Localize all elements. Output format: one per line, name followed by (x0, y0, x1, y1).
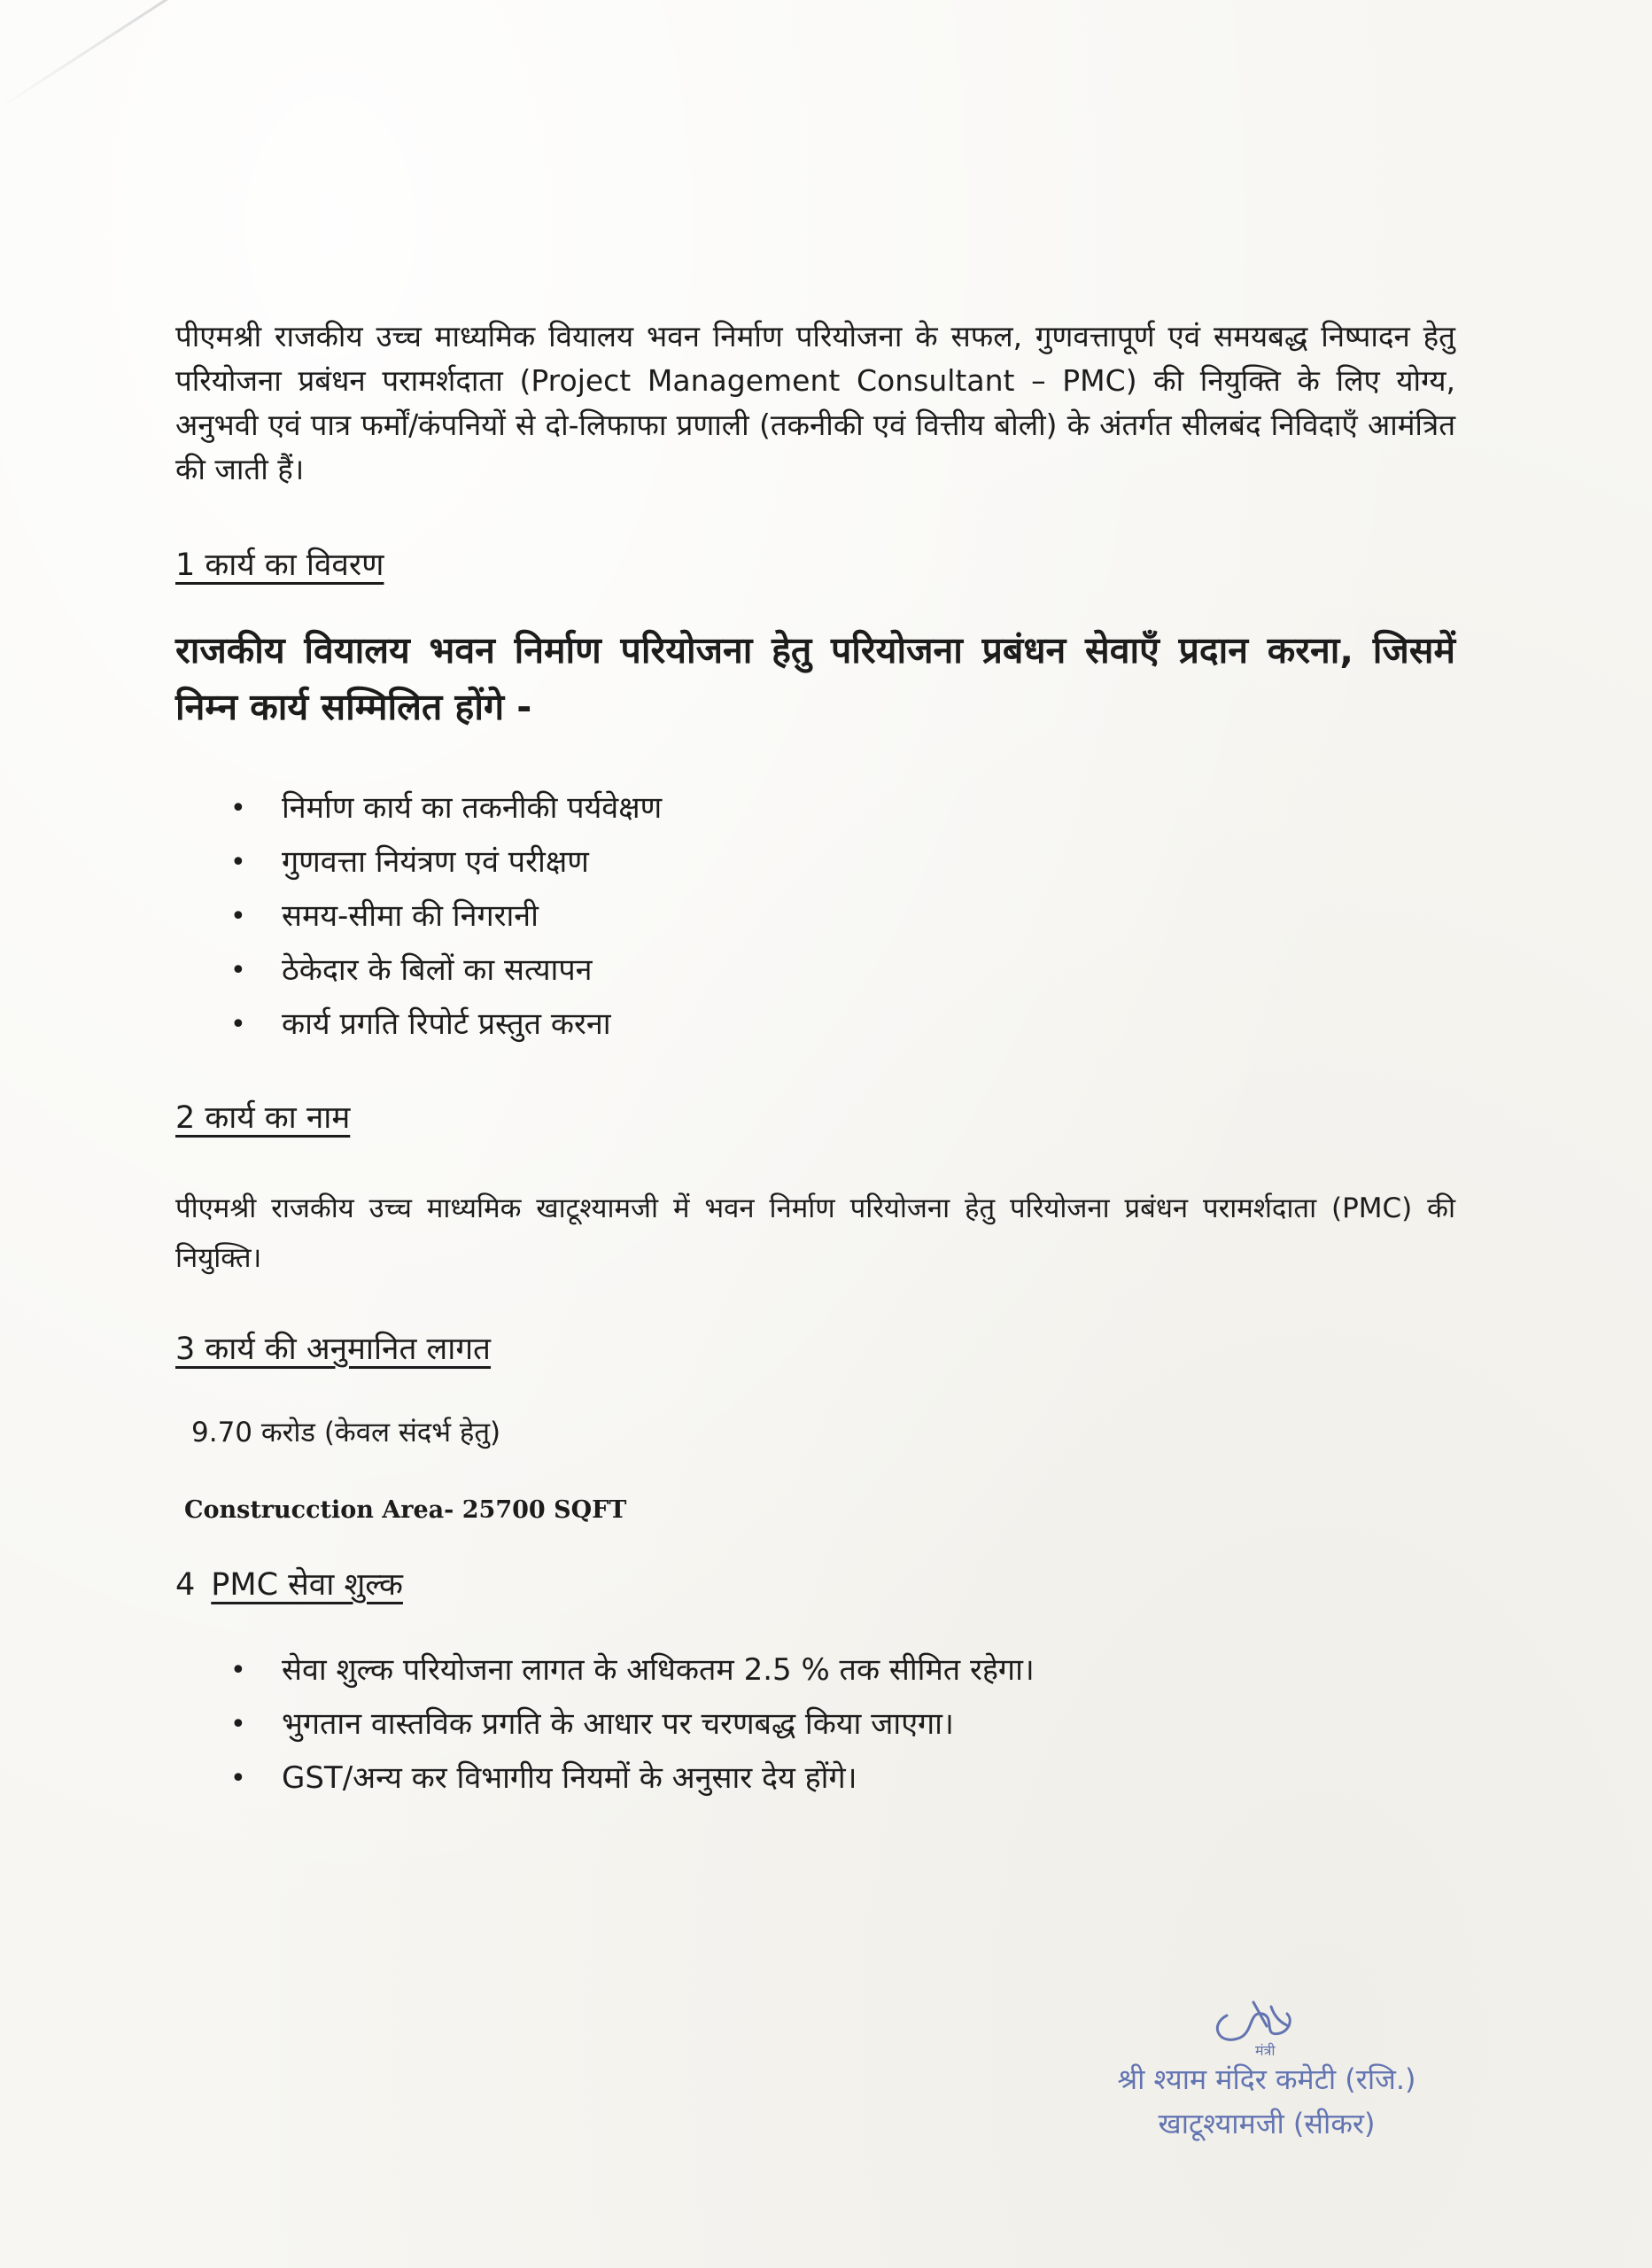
list-item: • ठेकेदार के बिलों का सत्यापन (175, 944, 1455, 998)
document-body (175, 315, 1455, 1806)
intro-paragraph: पीएमश्री राजकीय उच्च माध्यमिक वियालय भवन निर्माण परियोजना के सफल, गुणवत्तापूर्ण एवं समयबद्ध निष्पादन हेतु परियोजना प्रबंधन परामर्शदाता (Project Management Consultant – PMC) की नियुक्ति के लिए योग्य, अनुभवी एवं पात्र फर्मों/कंपनियों से दो-लिफाफा प्रणाली (तकनीकी एवं वित्तीय बोली) के अंतर्गत सीलबंद निविदाएँ आमंत्रित की जाती हैं। (175, 319, 1455, 486)
section1-lead: राजकीय वियालय भवन निर्माण परियोजना हेतु परियोजना प्रबंधन सेवाएँ प्रदान करना, जिसमें निम्न कार्य सम्मिलित होंगे - (175, 629, 1455, 728)
signature-word: मंत्री (1255, 2042, 1276, 2059)
section4-list (175, 1643, 1455, 1806)
section1-list (175, 781, 1455, 1052)
construction-area: Construcction Area- 25700 SQFT (184, 1496, 627, 1524)
section2-text: पीएमश्री राजकीय उच्च माध्यमिक खाटूश्यामजी में भवन निर्माण परियोजना हेतु परियोजना प्रबंधन परामर्शदाता (PMC) की नियुक्ति। (175, 1192, 1455, 1274)
list-item: • समय-सीमा की निगरानी (175, 889, 1455, 944)
section2-heading: 2 कार्य का नाम (175, 1100, 351, 1136)
estimated-cost: 9.70 करोड (केवल संदर्भ हेतु) (191, 1417, 501, 1449)
list-item: • GST/अन्य कर विभागीय नियमों के अनुसार देय होंगे। (175, 1751, 1455, 1806)
stamp-line-1: श्री श्याम मंदिर कमेटी (रजि.) (1117, 2062, 1416, 2096)
section4-number: 4 (175, 1567, 196, 1603)
section4-title: PMC सेवा शुल्क (211, 1567, 403, 1603)
list-item: • कार्य प्रगति रिपोर्ट प्रस्तुत करना (175, 998, 1455, 1052)
paper-fold-mark (0, 0, 194, 109)
committee-stamp (1072, 2057, 1462, 2146)
section1-heading: 1 कार्य का विवरण (175, 548, 384, 583)
section4-heading (175, 1563, 1455, 1604)
signature-mark (1200, 1989, 1307, 2060)
list-item: • भुगतान वास्तविक प्रगति के आधार पर चरणबद्ध किया जाएगा। (175, 1697, 1455, 1751)
list-item: • गुणवत्ता नियंत्रण एवं परीक्षण (175, 835, 1455, 889)
section3-heading: 3 कार्य की अनुमानित लागत (175, 1332, 492, 1367)
list-item: • निर्माण कार्य का तकनीकी पर्यवेक्षण (175, 781, 1455, 835)
stamp-line-2: खाटूश्यामजी (सीकर) (1158, 2107, 1376, 2140)
list-item: • सेवा शुल्क परियोजना लागत के अधिकतम 2.5 % तक सीमित रहेगा। (175, 1643, 1455, 1697)
